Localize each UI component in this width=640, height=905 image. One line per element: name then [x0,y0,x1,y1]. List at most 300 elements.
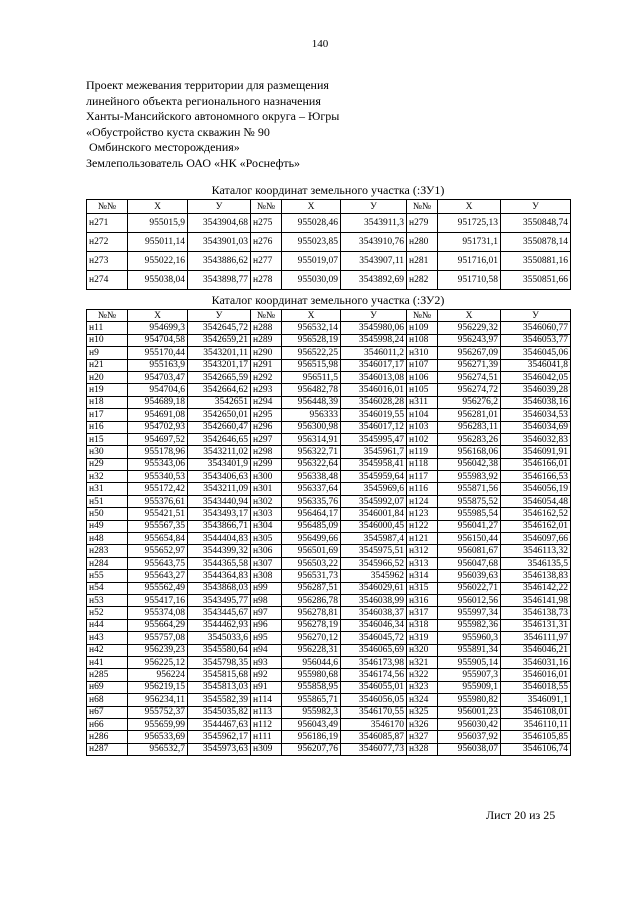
y-coordinate-cell: 3546000,45 [341,520,407,532]
y-coordinate-cell: 3542651 [188,396,251,408]
point-id-cell: н283 [87,545,128,557]
point-id-cell: н304 [251,520,282,532]
y-coordinate-cell: 3546174,56 [341,669,407,681]
point-id-cell: н104 [407,409,438,421]
point-id-cell: н288 [251,322,282,334]
y-coordinate-cell: 3546077,73 [341,743,407,755]
y-coordinate-cell: 3543898,77 [188,271,251,290]
x-coordinate-cell: 956043,49 [282,718,341,730]
x-coordinate-cell: 956511,5 [282,371,341,383]
y-coordinate-cell: 3546038,16 [501,396,571,408]
x-coordinate-cell: 956234,11 [128,694,188,706]
x-coordinate-cell: 956281,01 [438,409,501,421]
x-coordinate-cell: 955982,3 [282,706,341,718]
table-row [87,694,571,706]
y-coordinate-cell: 3546046,34 [341,619,407,631]
table-header-row [87,310,571,322]
y-coordinate-cell: 3543868,03 [188,582,251,594]
point-id-cell: н316 [407,594,438,606]
point-id-cell: н98 [251,594,282,606]
y-coordinate-cell: 3546017,17 [341,359,407,371]
y-coordinate-cell: 3546028,28 [341,396,407,408]
table2-caption: Каталог координат земельного участка (:ЗУ2) [211,293,445,307]
point-id-cell: н112 [251,718,282,730]
column-header: У [341,310,407,322]
point-id-cell: н286 [87,731,128,743]
point-id-cell: н121 [407,533,438,545]
y-coordinate-cell: 3545973,63 [188,743,251,755]
x-coordinate-cell: 956300,98 [282,421,341,433]
table-row [87,656,571,668]
y-coordinate-cell: 3550848,74 [501,214,571,233]
header-line: Землепользователь ОАО «НК «Роснефть» [86,155,301,170]
point-id-cell: н29 [87,458,128,470]
column-header: Х [438,310,501,322]
y-coordinate-cell: 3546031,16 [501,656,571,668]
y-coordinate-cell: 3546170 [341,718,407,730]
table-row [87,508,571,520]
point-id-cell: н99 [251,582,282,594]
y-coordinate-cell: 3542664,62 [188,384,251,396]
y-coordinate-cell: 3546038,99 [341,594,407,606]
y-coordinate-cell: 3545961,7 [341,446,407,458]
point-id-cell: н290 [251,347,282,359]
y-coordinate-cell: 3545582,39 [188,694,251,706]
column-header: №№ [251,310,282,322]
x-coordinate-cell: 956022,71 [438,582,501,594]
y-coordinate-cell: 3543401,9 [188,458,251,470]
point-id-cell: н30 [87,446,128,458]
x-coordinate-cell: 955983,92 [438,471,501,483]
y-coordinate-cell: 3546019,55 [341,409,407,421]
point-id-cell: н106 [407,371,438,383]
point-id-cell: н19 [87,384,128,396]
y-coordinate-cell: 3545035,82 [188,706,251,718]
point-id-cell: н95 [251,632,282,644]
table-row [87,607,571,619]
y-coordinate-cell: 3546138,83 [501,570,571,582]
point-id-cell: н327 [407,731,438,743]
table-row [87,396,571,408]
x-coordinate-cell: 956274,51 [438,371,501,383]
y-coordinate-cell: 3542665,59 [188,371,251,383]
column-header: У [188,200,251,214]
table-row [87,347,571,359]
x-coordinate-cell: 955340,53 [128,471,188,483]
table-row [87,718,571,730]
x-coordinate-cell: 954702,93 [128,421,188,433]
y-coordinate-cell: 3546110,11 [501,718,571,730]
x-coordinate-cell: 956499,66 [282,533,341,545]
point-id-cell: н66 [87,718,128,730]
point-id-cell: н43 [87,632,128,644]
point-id-cell: н67 [87,706,128,718]
x-coordinate-cell: 954691,08 [128,409,188,421]
y-coordinate-cell: 3546173,98 [341,656,407,668]
y-coordinate-cell: 3546056,19 [501,483,571,495]
point-id-cell: н300 [251,471,282,483]
y-coordinate-cell: 3546056,05 [341,694,407,706]
point-id-cell: н116 [407,483,438,495]
point-id-cell: н18 [87,396,128,408]
table-row [87,334,571,346]
point-id-cell: н118 [407,458,438,470]
x-coordinate-cell: 956448,39 [282,396,341,408]
table-row [87,731,571,743]
point-id-cell: н280 [407,233,438,252]
y-coordinate-cell: 3546055,01 [341,681,407,693]
x-coordinate-cell: 956270,12 [282,632,341,644]
x-coordinate-cell: 956039,63 [438,570,501,582]
y-coordinate-cell: 3544365,58 [188,557,251,569]
y-coordinate-cell: 3546029,61 [341,582,407,594]
y-coordinate-cell: 3546016,01 [501,669,571,681]
point-id-cell: н21 [87,359,128,371]
point-id-cell: н68 [87,694,128,706]
point-id-cell: н285 [87,669,128,681]
column-header: Х [128,310,188,322]
table-row [87,458,571,470]
point-id-cell: н17 [87,409,128,421]
x-coordinate-cell: 956224 [128,669,188,681]
x-coordinate-cell: 954704,6 [128,384,188,396]
y-coordinate-cell: 3546038,37 [341,607,407,619]
table-row [87,446,571,458]
y-coordinate-cell: 3546106,74 [501,743,571,755]
point-id-cell: н271 [87,214,128,233]
point-id-cell: н107 [407,359,438,371]
point-id-cell: н295 [251,409,282,421]
y-coordinate-cell: 3546032,83 [501,433,571,445]
point-id-cell: н282 [407,271,438,290]
point-id-cell: н307 [251,557,282,569]
point-id-cell: н53 [87,594,128,606]
x-coordinate-cell: 956287,51 [282,582,341,594]
x-coordinate-cell: 955654,84 [128,533,188,545]
x-coordinate-cell: 955905,14 [438,656,501,668]
x-coordinate-cell: 956501,69 [282,545,341,557]
x-coordinate-cell: 955343,06 [128,458,188,470]
x-coordinate-cell: 955985,54 [438,508,501,520]
header-line: «Обустройство куста скважин № 90 [86,124,270,139]
point-id-cell: н294 [251,396,282,408]
y-coordinate-cell: 3543866,71 [188,520,251,532]
x-coordinate-cell: 955664,29 [128,619,188,631]
y-coordinate-cell: 3543911,3 [341,214,407,233]
y-coordinate-cell: 3544364,83 [188,570,251,582]
point-id-cell: н124 [407,495,438,507]
coordinates-table-zu2 [86,309,571,756]
x-coordinate-cell: 956503,22 [282,557,341,569]
x-coordinate-cell: 956322,64 [282,458,341,470]
table-row [87,557,571,569]
y-coordinate-cell: 3543910,76 [341,233,407,252]
table-row [87,632,571,644]
x-coordinate-cell: 956532,7 [128,743,188,755]
x-coordinate-cell: 955170,44 [128,347,188,359]
table-row [87,409,571,421]
x-coordinate-cell: 954697,52 [128,433,188,445]
point-id-cell: н52 [87,607,128,619]
y-coordinate-cell: 3545580,64 [188,644,251,656]
y-coordinate-cell: 3545962,17 [188,731,251,743]
x-coordinate-cell: 955865,71 [282,694,341,706]
x-coordinate-cell: 954699,3 [128,322,188,334]
point-id-cell: н323 [407,681,438,693]
point-id-cell: н279 [407,214,438,233]
point-id-cell: н54 [87,582,128,594]
table-row [87,520,571,532]
point-id-cell: н20 [87,371,128,383]
table-row [87,706,571,718]
x-coordinate-cell: 956314,91 [282,433,341,445]
y-coordinate-cell: 3546162,01 [501,520,571,532]
x-coordinate-cell: 956012,56 [438,594,501,606]
point-id-cell: н42 [87,644,128,656]
column-header: У [188,310,251,322]
column-header: №№ [87,200,128,214]
x-coordinate-cell: 956533,69 [128,731,188,743]
x-coordinate-cell: 955909,1 [438,681,501,693]
y-coordinate-cell: 3546166,01 [501,458,571,470]
sheet-number: Лист 20 из 25 [486,808,556,822]
y-coordinate-cell: 3546162,52 [501,508,571,520]
x-coordinate-cell: 956168,06 [438,446,501,458]
x-coordinate-cell: 956274,72 [438,384,501,396]
point-id-cell: н91 [251,681,282,693]
y-coordinate-cell: 3543406,63 [188,471,251,483]
y-coordinate-cell: 3543201,17 [188,359,251,371]
point-id-cell: н272 [87,233,128,252]
column-header: У [501,200,571,214]
point-id-cell: н51 [87,495,128,507]
point-id-cell: н114 [251,694,282,706]
x-coordinate-cell: 956041,27 [438,520,501,532]
x-coordinate-cell: 955011,14 [128,233,188,252]
table-row [87,322,571,334]
document-header [86,78,339,171]
y-coordinate-cell: 3545966,52 [341,557,407,569]
table-row [87,545,571,557]
y-coordinate-cell: 3543907,11 [341,252,407,271]
point-id-cell: н305 [251,533,282,545]
x-coordinate-cell: 955982,36 [438,619,501,631]
y-coordinate-cell: 3542645,72 [188,322,251,334]
point-id-cell: н122 [407,520,438,532]
y-coordinate-cell: 3546060,77 [501,322,571,334]
y-coordinate-cell: 3545980,06 [341,322,407,334]
point-id-cell: н293 [251,384,282,396]
y-coordinate-cell: 3546018,55 [501,681,571,693]
y-coordinate-cell: 3545987,4 [341,533,407,545]
point-id-cell: н325 [407,706,438,718]
x-coordinate-cell: 956271,39 [438,359,501,371]
y-coordinate-cell: 3545962 [341,570,407,582]
x-coordinate-cell: 956037,92 [438,731,501,743]
y-coordinate-cell: 3546045,06 [501,347,571,359]
y-coordinate-cell: 3545815,68 [188,669,251,681]
column-header: Х [438,200,501,214]
y-coordinate-cell: 3546091,1 [501,694,571,706]
y-coordinate-cell: 3543892,69 [341,271,407,290]
point-id-cell: н299 [251,458,282,470]
x-coordinate-cell: 956338,48 [282,471,341,483]
y-coordinate-cell: 3545998,24 [341,334,407,346]
x-coordinate-cell: 955891,34 [438,644,501,656]
y-coordinate-cell: 3550851,66 [501,271,571,290]
y-coordinate-cell: 3544404,83 [188,533,251,545]
y-coordinate-cell: 3546041,8 [501,359,571,371]
x-coordinate-cell: 955030,09 [282,271,341,290]
x-coordinate-cell: 956044,6 [282,656,341,668]
x-coordinate-cell: 955752,37 [128,706,188,718]
point-id-cell: н32 [87,471,128,483]
x-coordinate-cell: 955038,04 [128,271,188,290]
x-coordinate-cell: 956186,19 [282,731,341,743]
column-header: №№ [407,310,438,322]
x-coordinate-cell: 956278,19 [282,619,341,631]
x-coordinate-cell: 955875,52 [438,495,501,507]
point-id-cell: н274 [87,271,128,290]
table-row [87,644,571,656]
y-coordinate-cell: 3546108,01 [501,706,571,718]
x-coordinate-cell: 956225,12 [128,656,188,668]
y-coordinate-cell: 3546034,69 [501,421,571,433]
page-number: 140 [311,38,329,50]
x-coordinate-cell: 951710,58 [438,271,501,290]
x-coordinate-cell: 956528,19 [282,334,341,346]
point-id-cell: н301 [251,483,282,495]
y-coordinate-cell: 3543886,62 [188,252,251,271]
y-coordinate-cell: 3544467,63 [188,718,251,730]
x-coordinate-cell: 956047,68 [438,557,501,569]
y-coordinate-cell: 3545033,6 [188,632,251,644]
y-coordinate-cell: 3546013,08 [341,371,407,383]
y-coordinate-cell: 3546135,5 [501,557,571,569]
y-coordinate-cell: 3543211,02 [188,446,251,458]
x-coordinate-cell: 956283,26 [438,433,501,445]
x-coordinate-cell: 956219,15 [128,681,188,693]
table-row [87,214,571,233]
x-coordinate-cell: 956038,07 [438,743,501,755]
x-coordinate-cell: 956243,97 [438,334,501,346]
table-row [87,471,571,483]
point-id-cell: н41 [87,656,128,668]
column-header: Х [128,200,188,214]
point-id-cell: н119 [407,446,438,458]
point-id-cell: н306 [251,545,282,557]
x-coordinate-cell: 951716,01 [438,252,501,271]
point-id-cell: н11 [87,322,128,334]
x-coordinate-cell: 956276,2 [438,396,501,408]
y-coordinate-cell: 3546138,73 [501,607,571,619]
point-id-cell: н317 [407,607,438,619]
point-id-cell: н10 [87,334,128,346]
column-header: У [341,200,407,214]
x-coordinate-cell: 955172,42 [128,483,188,495]
y-coordinate-cell: 3546065,69 [341,644,407,656]
point-id-cell: н93 [251,656,282,668]
point-id-cell: н69 [87,681,128,693]
point-id-cell: н313 [407,557,438,569]
x-coordinate-cell: 956228,31 [282,644,341,656]
table-row [87,433,571,445]
y-coordinate-cell: 3546166,53 [501,471,571,483]
point-id-cell: н92 [251,669,282,681]
point-id-cell: н309 [251,743,282,755]
y-coordinate-cell: 3550881,16 [501,252,571,271]
table-row [87,271,571,290]
y-coordinate-cell: 3546141,98 [501,594,571,606]
table-row [87,619,571,631]
point-id-cell: н320 [407,644,438,656]
point-id-cell: н109 [407,322,438,334]
point-id-cell: н117 [407,471,438,483]
x-coordinate-cell: 955376,61 [128,495,188,507]
point-id-cell: н324 [407,694,438,706]
point-id-cell: н278 [251,271,282,290]
table-row [87,533,571,545]
x-coordinate-cell: 955997,34 [438,607,501,619]
table-row [87,743,571,755]
table-row [87,570,571,582]
x-coordinate-cell: 955022,16 [128,252,188,271]
point-id-cell: н273 [87,252,128,271]
y-coordinate-cell: 3550878,14 [501,233,571,252]
y-coordinate-cell: 3546001,84 [341,508,407,520]
table-row [87,582,571,594]
y-coordinate-cell: 3542660,47 [188,421,251,433]
y-coordinate-cell: 3543440,94 [188,495,251,507]
y-coordinate-cell: 3546091,91 [501,446,571,458]
point-id-cell: н322 [407,669,438,681]
y-coordinate-cell: 3546017,12 [341,421,407,433]
x-coordinate-cell: 956278,81 [282,607,341,619]
point-id-cell: н310 [407,347,438,359]
point-id-cell: н311 [407,396,438,408]
point-id-cell: н292 [251,371,282,383]
point-id-cell: н302 [251,495,282,507]
y-coordinate-cell: 3545992,07 [341,495,407,507]
y-coordinate-cell: 3546011,2 [341,347,407,359]
x-coordinate-cell: 954703,47 [128,371,188,383]
x-coordinate-cell: 955567,35 [128,520,188,532]
point-id-cell: н55 [87,570,128,582]
y-coordinate-cell: 3546170,55 [341,706,407,718]
y-coordinate-cell: 3543211,09 [188,483,251,495]
x-coordinate-cell: 955652,97 [128,545,188,557]
table-row [87,252,571,271]
point-id-cell: н102 [407,433,438,445]
x-coordinate-cell: 956283,11 [438,421,501,433]
y-coordinate-cell: 3545995,47 [341,433,407,445]
x-coordinate-cell: 956030,42 [438,718,501,730]
point-id-cell: н326 [407,718,438,730]
point-id-cell: н123 [407,508,438,520]
y-coordinate-cell: 3546016,01 [341,384,407,396]
x-coordinate-cell: 955980,82 [438,694,501,706]
x-coordinate-cell: 954704,58 [128,334,188,346]
point-id-cell: н312 [407,545,438,557]
y-coordinate-cell: 3546034,53 [501,409,571,421]
point-id-cell: н103 [407,421,438,433]
table1-caption: Каталог координат земельного участка (:ЗУ1) [211,183,445,197]
point-id-cell: н277 [251,252,282,271]
point-id-cell: н319 [407,632,438,644]
table-row [87,483,571,495]
x-coordinate-cell: 955028,46 [282,214,341,233]
y-coordinate-cell: 3545959,64 [341,471,407,483]
